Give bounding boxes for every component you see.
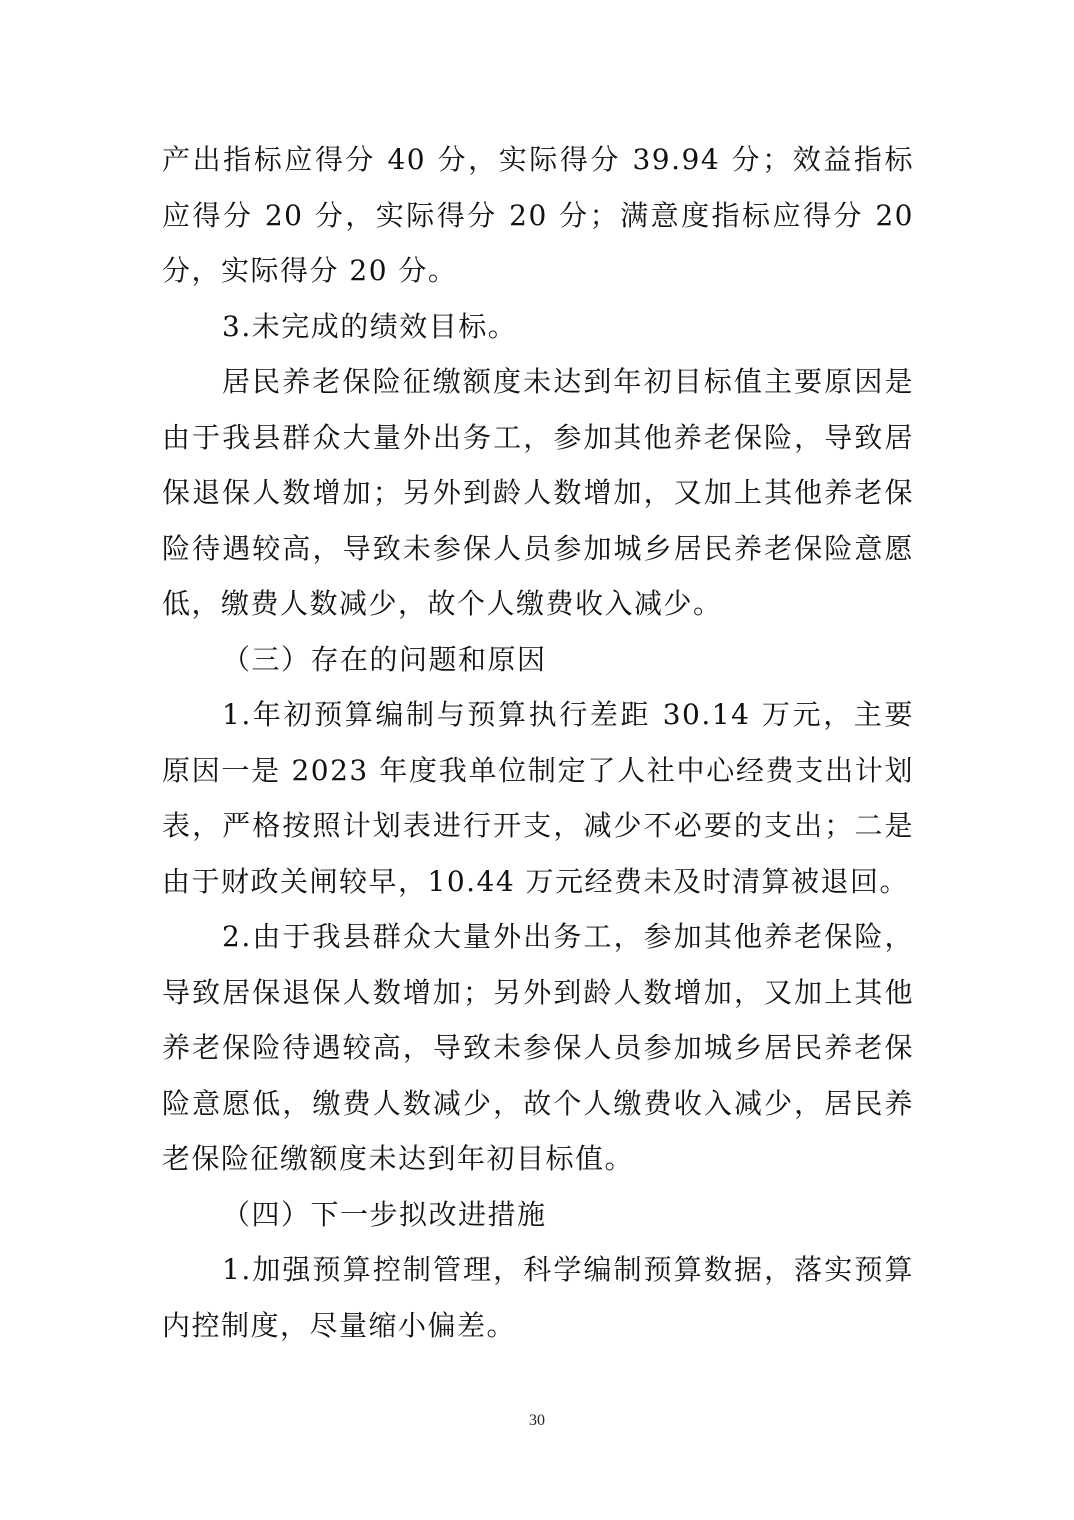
- paragraph-unfinished-goals-title: 3.未完成的绩效目标。: [222, 309, 518, 343]
- paragraph-score-summary: 产出指标应得分 40 分，实际得分 39.94 分；效益指标应得分 20 分，实际得分 20 分；满意度指标应得分 20 分，实际得分 20 分。: [162, 143, 914, 287]
- paragraph-pension-reason: 居民养老保险征缴额度未达到年初目标值主要原因是由于我县群众大量外出务工，参加其他养老保险，导致居保退保人数增加；另外到龄人数增加，又加上其他养老保险待遇较高，导致未参保人员参加城乡居民养老保险意愿低，缴费人数减少，故个人缴费收入减少。: [162, 365, 914, 620]
- paragraph-problem-2: 2.由于我县群众大量外出务工，参加其他养老保险，导致居保退保人数增加；另外到龄人数增加，又加上其他养老保险待遇较高，导致未参保人员参加城乡居民养老保险意愿低，缴费人数减少，故个人缴费收入减少，居民养老保险征缴额度未达到年初目标值。: [162, 920, 914, 1175]
- paragraph-problem-1: 1.年初预算编制与预算执行差距 30.14 万元，主要原因一是 2023 年度我单位制定了人社中心经费支出计划表，严格按照计划表进行开支，减少不必要的支出；二是由于财政关闸较早，10.44 万元经费未及时清算被退回。: [162, 698, 914, 898]
- section-heading-improvements: （四）下一步拟改进措施: [222, 1197, 547, 1231]
- page-number: 30: [529, 1412, 545, 1429]
- paragraph-improvement-1: 1.加强预算控制管理，科学编制预算数据，落实预算内控制度，尽量缩小偏差。: [162, 1253, 914, 1342]
- section-heading-problems: （三）存在的问题和原因: [222, 642, 547, 676]
- document-body: [162, 132, 914, 1353]
